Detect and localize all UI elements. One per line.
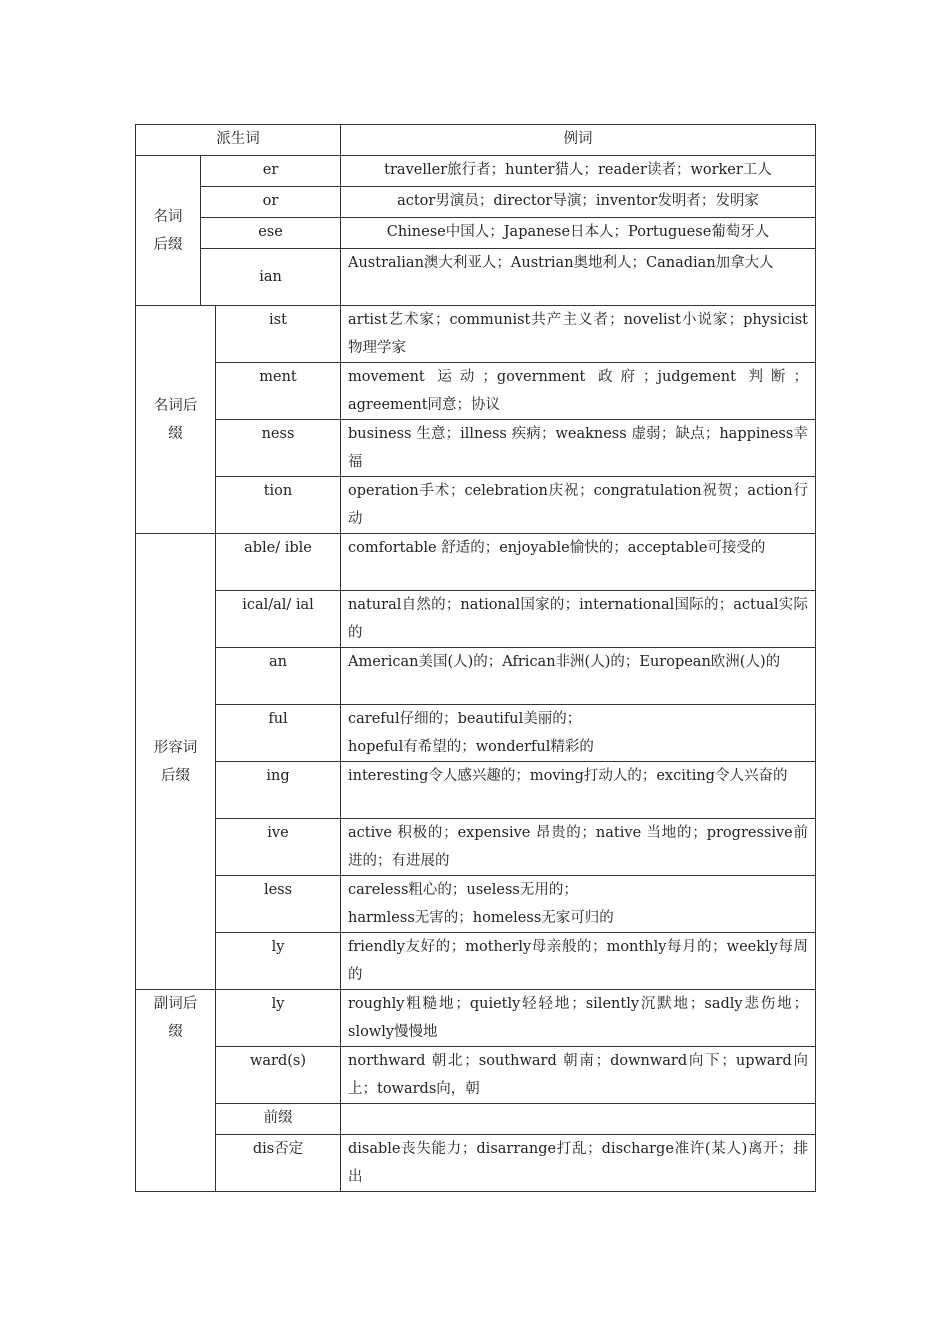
suffix-cell: or	[201, 187, 341, 218]
suffix-cell: dis否定	[216, 1135, 341, 1192]
table-row	[136, 648, 816, 705]
suffix-cell: ese	[201, 218, 341, 249]
table-row	[136, 306, 816, 363]
example-cell: comfortable 舒适的；enjoyable愉快的；acceptable可接受的	[341, 534, 816, 591]
category-noun-suffix-2: 名词后 缀	[136, 306, 216, 534]
table-row	[136, 876, 816, 933]
example-cell: friendly友好的；motherly母亲般的；monthly每月的；weekly每周的	[341, 933, 816, 990]
table-row	[136, 819, 816, 876]
table-header-row	[136, 125, 816, 156]
suffix-cell: ness	[216, 420, 341, 477]
table-row	[136, 534, 816, 591]
table-row	[136, 218, 816, 249]
header-derivative: 派生词	[136, 125, 341, 156]
example-line: harmless无害的；homeless无家可归的	[348, 910, 614, 926]
example-cell: movement 运动；government 政府；judgement 判断；agreement同意；协议	[341, 363, 816, 420]
category-adverb-suffix: 副词后 缀	[136, 990, 216, 1192]
example-line: careless粗心的；useless无用的；	[348, 882, 578, 898]
suffix-cell: ward(s)	[216, 1047, 341, 1104]
example-cell: operation手术；celebration庆祝；congratulation祝贺；action行动	[341, 477, 816, 534]
table-row	[136, 363, 816, 420]
example-cell: actor男演员；director导演；inventor发明者；发明家	[341, 187, 816, 218]
table-row	[136, 1104, 816, 1135]
example-cell	[341, 705, 816, 762]
example-cell: Chinese中国人；Japanese日本人；Portuguese葡萄牙人	[341, 218, 816, 249]
category-noun-suffix: 名词 后缀	[136, 156, 201, 306]
suffix-cell: ly	[216, 990, 341, 1047]
table-row	[136, 1047, 816, 1104]
table-row	[136, 762, 816, 819]
table-row	[136, 477, 816, 534]
example-cell: business 生意；illness 疾病；weakness 虚弱；缺点；happiness幸福	[341, 420, 816, 477]
prefix-heading: 前缀	[216, 1104, 341, 1135]
table-row	[136, 705, 816, 762]
category-adjective-suffix: 形容词 后缀	[136, 534, 216, 990]
table-row	[136, 990, 816, 1047]
example-cell: interesting令人感兴趣的；moving打动人的；exciting令人兴奋的	[341, 762, 816, 819]
table-row	[136, 591, 816, 648]
example-cell: natural自然的；national国家的；international国际的；actual实际的	[341, 591, 816, 648]
example-cell: traveller旅行者；hunter猎人；reader读者；worker工人	[341, 156, 816, 187]
header-examples: 例词	[341, 125, 816, 156]
suffix-cell: ive	[216, 819, 341, 876]
example-cell	[341, 876, 816, 933]
table-row	[136, 187, 816, 218]
table-row	[136, 249, 816, 306]
example-line: hopeful有希望的；wonderful精彩的	[348, 739, 594, 755]
suffix-cell: tion	[216, 477, 341, 534]
example-cell: Australian澳大利亚人；Austrian奥地利人；Canadian加拿大人	[341, 249, 816, 306]
example-cell: disable丧失能力；disarrange打乱；discharge准许(某人)离开；排出	[341, 1135, 816, 1192]
suffix-cell: ing	[216, 762, 341, 819]
derivation-table	[135, 124, 816, 1192]
suffix-cell: an	[216, 648, 341, 705]
suffix-cell: less	[216, 876, 341, 933]
example-line: careful仔细的；beautiful美丽的；	[348, 711, 582, 727]
example-cell: artist艺术家；communist共产主义者；novelist小说家；physicist物理学家	[341, 306, 816, 363]
table-row	[136, 420, 816, 477]
example-cell: roughly粗糙地；quietly轻轻地；silently沉默地；sadly悲伤地；slowly慢慢地	[341, 990, 816, 1047]
example-cell: American美国(人)的；African非洲(人)的；European欧洲(人)的	[341, 648, 816, 705]
suffix-cell: ian	[201, 249, 341, 306]
example-cell: northward 朝北；southward 朝南；downward向下；upward向上；towards向，朝	[341, 1047, 816, 1104]
suffix-cell: ist	[216, 306, 341, 363]
table-row	[136, 156, 816, 187]
suffix-cell: able/ ible	[216, 534, 341, 591]
example-cell	[341, 1104, 816, 1135]
suffix-cell: ical/al/ ial	[216, 591, 341, 648]
table-row	[136, 1135, 816, 1192]
suffix-cell: ful	[216, 705, 341, 762]
suffix-cell: ly	[216, 933, 341, 990]
table-row	[136, 933, 816, 990]
suffix-cell: er	[201, 156, 341, 187]
suffix-cell: ment	[216, 363, 341, 420]
example-cell: active 积极的；expensive 昂贵的；native 当地的；progressive前进的；有进展的	[341, 819, 816, 876]
